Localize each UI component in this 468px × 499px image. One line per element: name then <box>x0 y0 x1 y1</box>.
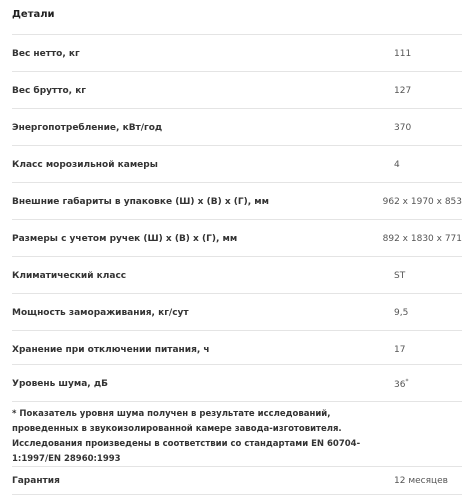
spec-row-gross-weight <box>12 71 462 109</box>
spec-row-warranty <box>12 466 462 495</box>
spec-value: 4 <box>394 159 400 170</box>
footnote-marker: * <box>405 377 409 385</box>
footnote-divider <box>12 401 462 402</box>
spec-value: 111 <box>394 48 412 59</box>
spec-label: Хранение при отключении питания, ч <box>12 344 210 355</box>
noise-value: 36 <box>394 379 406 390</box>
spec-label: Климатический класс <box>12 270 127 281</box>
spec-label: Размеры с учетом ручек (Ш) х (В) х (Г), мм <box>12 233 238 244</box>
spec-value: 370 <box>394 122 412 133</box>
spec-label: Вес нетто, кг <box>12 48 80 59</box>
spec-value: 12 месяцев <box>394 476 448 486</box>
spec-label: Внешние габариты в упаковке (Ш) х (В) х (Г), мм <box>12 196 269 207</box>
spec-label: Класс морозильной камеры <box>12 159 158 170</box>
spec-row-handle-dimensions <box>12 219 462 257</box>
spec-row-net-weight <box>12 34 462 72</box>
spec-label: Гарантия <box>12 476 60 486</box>
spec-value <box>394 378 408 390</box>
spec-row-freezer-class <box>12 145 462 183</box>
spec-value: ST <box>394 270 406 281</box>
spec-label: Уровень шума, дБ <box>12 378 108 389</box>
spec-label: Энергопотребление, кВт/год <box>12 122 163 133</box>
spec-row-freezing-capacity <box>12 293 462 331</box>
spec-value: 892 x 1830 x 771 <box>382 233 462 244</box>
noise-footnote: * Показатель уровня шума получен в результате исследований, проведенных в звукоизолированной камере завода-изготовителя. Исследования произведены в соответствии со стандартами EN 60704-1:1997/EN 28960:1993 <box>12 409 361 464</box>
spec-value: 962 x 1970 x 853 <box>382 196 462 207</box>
spec-value: 127 <box>394 85 412 96</box>
spec-row-package-dimensions <box>12 182 462 220</box>
spec-row-climate-class <box>12 256 462 294</box>
spec-row-power-off-storage <box>12 330 462 368</box>
spec-label: Мощность замораживания, кг/сут <box>12 307 189 318</box>
spec-label: Вес брутто, кг <box>12 85 87 96</box>
spec-row-energy <box>12 108 462 146</box>
spec-value: 9,5 <box>394 307 409 318</box>
bottom-divider <box>12 494 462 495</box>
spec-value: 17 <box>394 344 406 355</box>
spec-row-noise-level <box>12 364 462 402</box>
section-title: Детали <box>12 9 55 20</box>
